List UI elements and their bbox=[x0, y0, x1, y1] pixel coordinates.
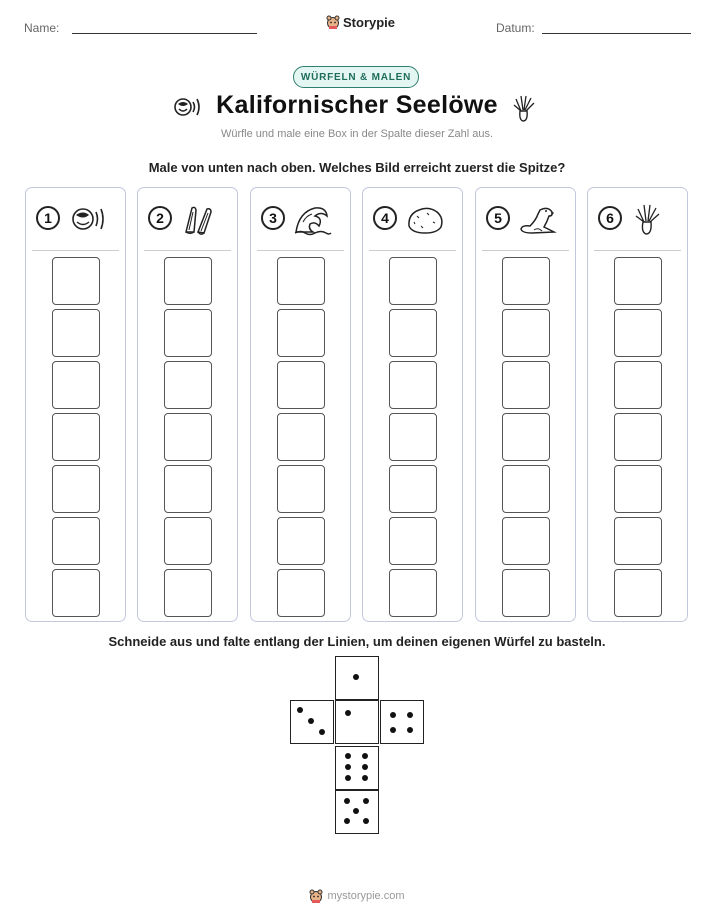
color-box[interactable] bbox=[277, 309, 325, 357]
color-box[interactable] bbox=[277, 569, 325, 617]
color-box[interactable] bbox=[389, 361, 437, 409]
color-box[interactable] bbox=[614, 257, 662, 305]
pip bbox=[297, 707, 303, 713]
color-box[interactable] bbox=[614, 309, 662, 357]
column-header bbox=[261, 202, 342, 238]
dice-face-1-center bbox=[335, 700, 379, 744]
column-divider bbox=[369, 250, 456, 251]
column-divider bbox=[257, 250, 344, 251]
pip bbox=[319, 729, 325, 735]
date-label: Datum: bbox=[496, 21, 535, 35]
name-label: Name: bbox=[24, 21, 60, 35]
dice-column-5 bbox=[475, 187, 576, 622]
pip bbox=[407, 712, 413, 718]
color-box[interactable] bbox=[164, 569, 212, 617]
color-box[interactable] bbox=[389, 569, 437, 617]
footer bbox=[0, 888, 714, 904]
pip bbox=[390, 712, 396, 718]
color-box[interactable] bbox=[52, 361, 100, 409]
color-box[interactable] bbox=[389, 257, 437, 305]
color-box[interactable] bbox=[277, 517, 325, 565]
color-box[interactable] bbox=[389, 517, 437, 565]
sea-anemone-icon bbox=[630, 202, 670, 236]
color-box[interactable] bbox=[502, 257, 550, 305]
color-box[interactable] bbox=[164, 517, 212, 565]
sea-anemone-icon bbox=[511, 93, 537, 123]
color-box[interactable] bbox=[614, 569, 662, 617]
pip bbox=[345, 710, 351, 716]
color-box[interactable] bbox=[614, 465, 662, 513]
color-box[interactable] bbox=[502, 569, 550, 617]
color-box[interactable] bbox=[614, 517, 662, 565]
color-box[interactable] bbox=[502, 413, 550, 461]
footer-url[interactable]: mystorypie.com bbox=[327, 890, 405, 902]
column-header bbox=[598, 202, 679, 238]
category-badge: WÜRFELN & MALEN bbox=[293, 66, 419, 88]
storypie-mascot-icon bbox=[326, 14, 340, 30]
color-box[interactable] bbox=[52, 569, 100, 617]
color-box[interactable] bbox=[52, 465, 100, 513]
pip bbox=[353, 808, 359, 814]
pip bbox=[344, 818, 350, 824]
dice-face-3 bbox=[290, 700, 334, 744]
column-divider bbox=[594, 250, 681, 251]
column-header bbox=[486, 202, 567, 238]
pip bbox=[362, 764, 368, 770]
dice-face-6 bbox=[335, 746, 379, 790]
dice-net bbox=[290, 656, 424, 836]
dice-column-4 bbox=[362, 187, 463, 622]
dice-column-2 bbox=[137, 187, 238, 622]
storypie-mascot-icon bbox=[309, 888, 323, 904]
date-line[interactable] bbox=[542, 33, 691, 34]
pip bbox=[407, 727, 413, 733]
color-box[interactable] bbox=[52, 257, 100, 305]
pip bbox=[345, 764, 351, 770]
wave-icon bbox=[293, 202, 333, 236]
brand-name: Storypie bbox=[343, 14, 396, 30]
column-number: 2 bbox=[148, 206, 172, 230]
color-box[interactable] bbox=[164, 257, 212, 305]
sea-lion-icon bbox=[518, 202, 558, 236]
column-header bbox=[36, 202, 117, 238]
color-box[interactable] bbox=[389, 309, 437, 357]
column-number: 5 bbox=[486, 206, 510, 230]
column-divider bbox=[32, 250, 119, 251]
color-box[interactable] bbox=[164, 413, 212, 461]
color-box[interactable] bbox=[277, 361, 325, 409]
rock-icon bbox=[405, 202, 445, 236]
color-box[interactable] bbox=[614, 361, 662, 409]
flippers-icon bbox=[180, 202, 220, 236]
pip bbox=[344, 798, 350, 804]
column-divider bbox=[482, 250, 569, 251]
instruction-text: Male von unten nach oben. Welches Bild erreicht zuerst die Spitze? bbox=[148, 160, 566, 175]
page-subtitle: Würfle und male eine Box in der Spalte dieser Zahl aus. bbox=[220, 128, 494, 140]
pip bbox=[362, 753, 368, 759]
dice-column-3 bbox=[250, 187, 351, 622]
color-box[interactable] bbox=[277, 257, 325, 305]
color-box[interactable] bbox=[164, 309, 212, 357]
color-box[interactable] bbox=[502, 517, 550, 565]
color-box[interactable] bbox=[52, 517, 100, 565]
dice-face-5 bbox=[335, 790, 379, 834]
color-box[interactable] bbox=[502, 465, 550, 513]
sea-lion-bark-icon bbox=[68, 202, 108, 236]
cut-instruction: Schneide aus und falte entlang der Linien, um deinen eigenen Würfel zu basteln. bbox=[108, 634, 606, 649]
column-number: 1 bbox=[36, 206, 60, 230]
color-box[interactable] bbox=[502, 361, 550, 409]
pip bbox=[363, 798, 369, 804]
column-number: 3 bbox=[261, 206, 285, 230]
pip bbox=[390, 727, 396, 733]
dice-face-4 bbox=[380, 700, 424, 744]
color-box[interactable] bbox=[277, 465, 325, 513]
pip bbox=[308, 718, 314, 724]
color-box[interactable] bbox=[502, 309, 550, 357]
column-header bbox=[373, 202, 454, 238]
color-box[interactable] bbox=[52, 413, 100, 461]
pip bbox=[345, 753, 351, 759]
name-line[interactable] bbox=[72, 33, 257, 34]
color-box[interactable] bbox=[164, 361, 212, 409]
color-box[interactable] bbox=[389, 465, 437, 513]
column-divider bbox=[144, 250, 231, 251]
pip bbox=[362, 775, 368, 781]
dice-column-1 bbox=[25, 187, 126, 622]
dice-column-6 bbox=[587, 187, 688, 622]
column-number: 4 bbox=[373, 206, 397, 230]
pip bbox=[345, 775, 351, 781]
color-box[interactable] bbox=[277, 413, 325, 461]
pip bbox=[353, 674, 359, 680]
page-title: Kalifornischer Seelöwe bbox=[216, 91, 498, 119]
color-box[interactable] bbox=[614, 413, 662, 461]
brand-logo bbox=[326, 14, 395, 30]
color-box[interactable] bbox=[389, 413, 437, 461]
column-header bbox=[148, 202, 229, 238]
color-box[interactable] bbox=[164, 465, 212, 513]
column-number: 6 bbox=[598, 206, 622, 230]
pip bbox=[363, 818, 369, 824]
dice-face-1 bbox=[335, 656, 379, 700]
color-box[interactable] bbox=[52, 309, 100, 357]
